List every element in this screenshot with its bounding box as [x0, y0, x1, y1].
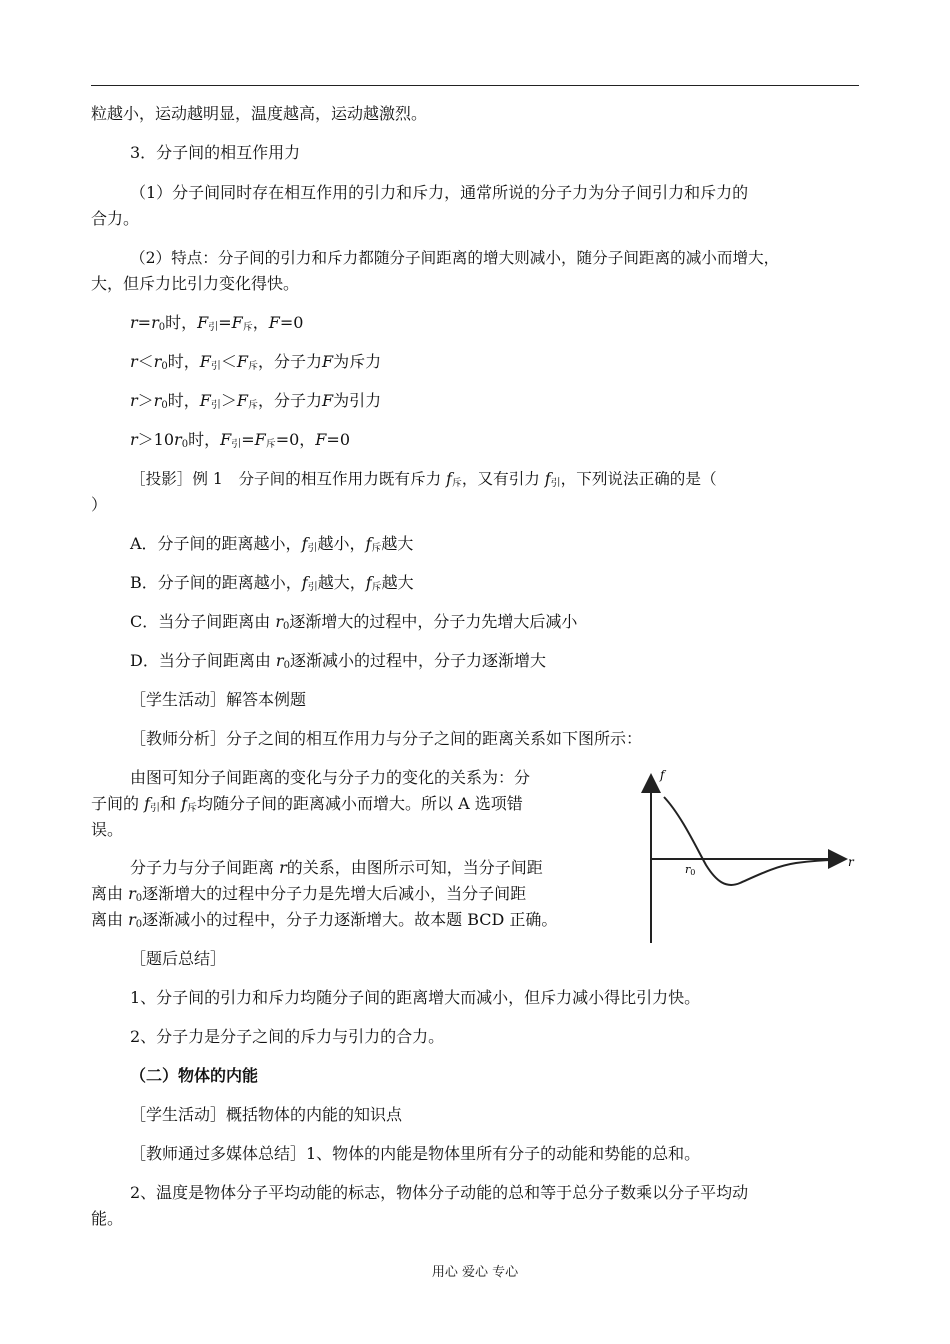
summary-item-2: 2、分子力是分子之间的斥力与引力的合力。: [130, 1027, 445, 1046]
example-question: ［投影］例 1 分子间的相互作用力既有斥力 $f_斥$，又有引力 $f_引$，下列说法正确的是（: [130, 470, 717, 489]
x-axis-label: r: [848, 855, 854, 869]
option-b: B．分子间的距离越小，$f_引$越大，$f_斥$越大: [130, 573, 414, 593]
text-line: 离由 $r_0$逐渐增大的过程中分子力是先增大后减小，当分子间距: [91, 884, 527, 904]
option-c: C．当分子间距离由 $r_0$逐渐增大的过程中，分子力先增大后减小: [130, 612, 578, 632]
formula-line-1: $r=r_0$时，$F_引=F_斥$，F=0: [130, 313, 304, 333]
formula-line-4: $r>10r_0$时，$F_引=F_斥=0$，F=0: [130, 430, 350, 450]
section-heading-2: （二）物体的内能: [130, 1066, 259, 1085]
summary-item-1: 1、分子间的引力和斥力均随分子间的距离增大而减小，但斥力减小得比引力快。: [130, 988, 701, 1007]
header-rule: [91, 85, 859, 86]
text-line: 分子力与分子间距离 r的关系，由图所示可知，当分子间距: [130, 858, 543, 877]
text-line: （1）分子间同时存在相互作用的引力和斥力，通常所说的分子力为分子间引力和斥力的: [130, 183, 749, 202]
formula-line-3: $r>r_0$时，$F_引>F_斥$，分子力F为引力: [130, 391, 382, 411]
teacher-analysis: ［教师分析］分子之间的相互作用力与分子之间的距离关系如下图所示：: [130, 729, 643, 748]
formula-line-2: $r<r_0$时，$F_引<F_斥$，分子力F为斥力: [130, 352, 382, 372]
teacher-summary: ［教师通过多媒体总结］1、物体的内能是物体里所有分子的动能和势能的总和。: [130, 1144, 701, 1163]
student-activity: ［学生活动］解答本例题: [130, 690, 307, 709]
force-distance-figure: [636, 767, 858, 947]
y-axis-label: f: [660, 768, 665, 782]
text-line: （2）特点：分子间的引力和斥力都随分子间距离的增大则减小，随分子间距离的减小而增大，: [130, 249, 780, 267]
option-d: D．当分子间距离由 $r_0$逐渐减小的过程中，分子力逐渐增大: [130, 651, 546, 671]
r0-label: r0: [685, 863, 696, 877]
text-line: 离由 $r_0$逐渐减小的过程中，分子力逐渐增大。故本题 BCD 正确。: [91, 910, 558, 930]
text-line: 2、温度是物体分子平均动能的标志，物体分子动能的总和等于总分子数乘以分子平均动: [130, 1183, 749, 1202]
text-line: 合力。: [91, 209, 140, 228]
summary-title: ［题后总结］: [130, 949, 227, 968]
option-a: A．分子间的距离越小，$f_引$越小，$f_斥$越大: [130, 534, 414, 554]
text-line: 粒越小，运动越明显，温度越高，运动越激烈。: [91, 104, 428, 123]
section-heading-3: 3．分子间的相互作用力: [130, 143, 301, 162]
text-line: 误。: [91, 820, 124, 839]
example-question-close: ）: [91, 495, 108, 514]
text-line: 能。: [91, 1209, 124, 1228]
text-line: 由图可知分子间距离的变化与分子力的变化的关系为：分: [130, 768, 531, 787]
text-line: 大，但斥力比引力变化得快。: [91, 274, 300, 293]
page-footer: 用心 爱心 专心: [431, 1265, 519, 1280]
student-activity-2: ［学生活动］概括物体的内能的知识点: [130, 1105, 403, 1124]
text-line: 子间的 $f_引$和 $f_斥$均随分子间的距离减小而增大。所以 A 选项错: [91, 794, 523, 814]
